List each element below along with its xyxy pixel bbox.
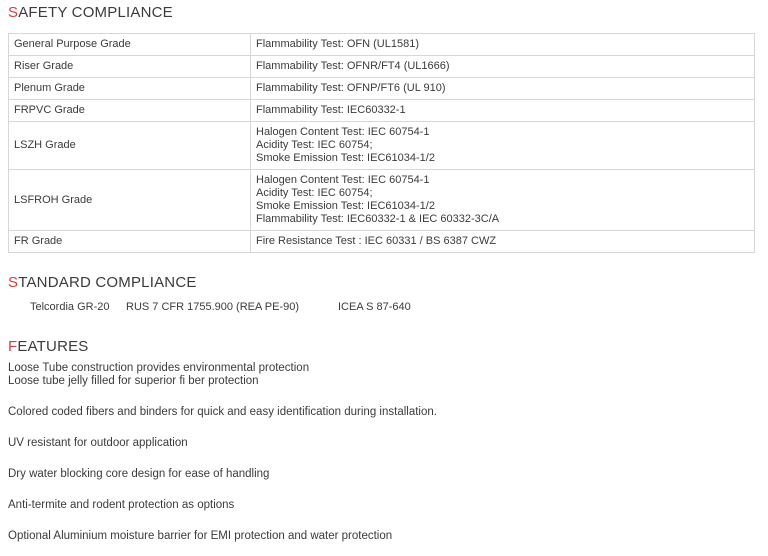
feature-item-group — [8, 362, 760, 388]
heading-initial-letter: S — [8, 274, 19, 291]
tests-cell — [251, 34, 755, 56]
test-line: Flammability Test: IEC60332-1 — [256, 104, 406, 116]
test-line: Smoke Emission Test: IEC61034-1/2 — [256, 200, 435, 212]
table-row — [9, 231, 755, 253]
standard-compliance-list — [8, 301, 760, 315]
table-row — [9, 100, 755, 122]
feature-item: Loose tube jelly filled for superior fi ber protection — [8, 375, 259, 387]
grade-cell: LSFROH Grade — [9, 170, 251, 231]
tests-cell — [251, 170, 755, 231]
heading-initial-letter: F — [8, 338, 18, 355]
safety-compliance-table — [8, 33, 755, 253]
heading-initial-letter: S — [8, 4, 19, 21]
feature-item: Loose Tube construction provides environmental protection — [8, 362, 310, 374]
table-row — [9, 56, 755, 78]
test-line: Halogen Content Test: IEC 60754-1 — [256, 126, 430, 138]
grade-cell: LSZH Grade — [9, 122, 251, 170]
table-row — [9, 122, 755, 170]
standard-compliance-heading — [8, 275, 760, 291]
features-heading — [8, 339, 760, 355]
grade-cell: FR Grade — [9, 231, 251, 253]
safety-compliance-heading — [8, 5, 760, 21]
tests-cell — [251, 231, 755, 253]
grade-cell: FRPVC Grade — [9, 100, 251, 122]
grade-cell: Plenum Grade — [9, 78, 251, 100]
feature-item: UV resistant for outdoor application — [8, 437, 188, 449]
test-line: Smoke Emission Test: IEC61034-1/2 — [256, 152, 435, 164]
tests-cell — [251, 100, 755, 122]
test-line: Acidity Test: IEC 60754; — [256, 139, 373, 151]
heading-rest: EATURES — [17, 338, 89, 355]
test-line: Flammability Test: OFNR/FT4 (UL1666) — [256, 60, 450, 72]
feature-item: Anti-termite and rodent protection as options — [8, 499, 235, 511]
heading-rest: AFETY COMPLIANCE — [18, 4, 173, 21]
standard-item: ICEA S 87-640 — [338, 301, 411, 313]
test-line: Flammability Test: IEC60332-1 & IEC 60332-3C/A — [256, 213, 500, 225]
test-line: Flammability Test: OFNP/FT6 (UL 910) — [256, 82, 446, 94]
tests-cell — [251, 56, 755, 78]
test-line: Fire Resistance Test : IEC 60331 / BS 6387 CWZ — [256, 235, 497, 247]
tests-cell — [251, 78, 755, 100]
heading-rest: TANDARD COMPLIANCE — [18, 274, 197, 291]
table-row — [9, 170, 755, 231]
standard-item: RUS 7 CFR 1755.900 (REA PE-90) — [126, 301, 300, 313]
feature-item: Dry water blocking core design for ease of handling — [8, 468, 270, 480]
grade-cell: General Purpose Grade — [9, 34, 251, 56]
tests-cell — [251, 122, 755, 170]
table-row — [9, 34, 755, 56]
grade-cell: Riser Grade — [9, 56, 251, 78]
standard-item: Telcordia GR-20 — [30, 301, 110, 313]
test-line: Flammability Test: OFN (UL1581) — [256, 38, 420, 50]
feature-item: Colored coded fibers and binders for quick and easy identification during installation. — [8, 406, 437, 418]
feature-item: Optional Aluminium moisture barrier for EMI protection and water protection — [8, 530, 393, 542]
table-row — [9, 78, 755, 100]
test-line: Halogen Content Test: IEC 60754-1 — [256, 174, 430, 186]
test-line: Acidity Test: IEC 60754; — [256, 187, 373, 199]
